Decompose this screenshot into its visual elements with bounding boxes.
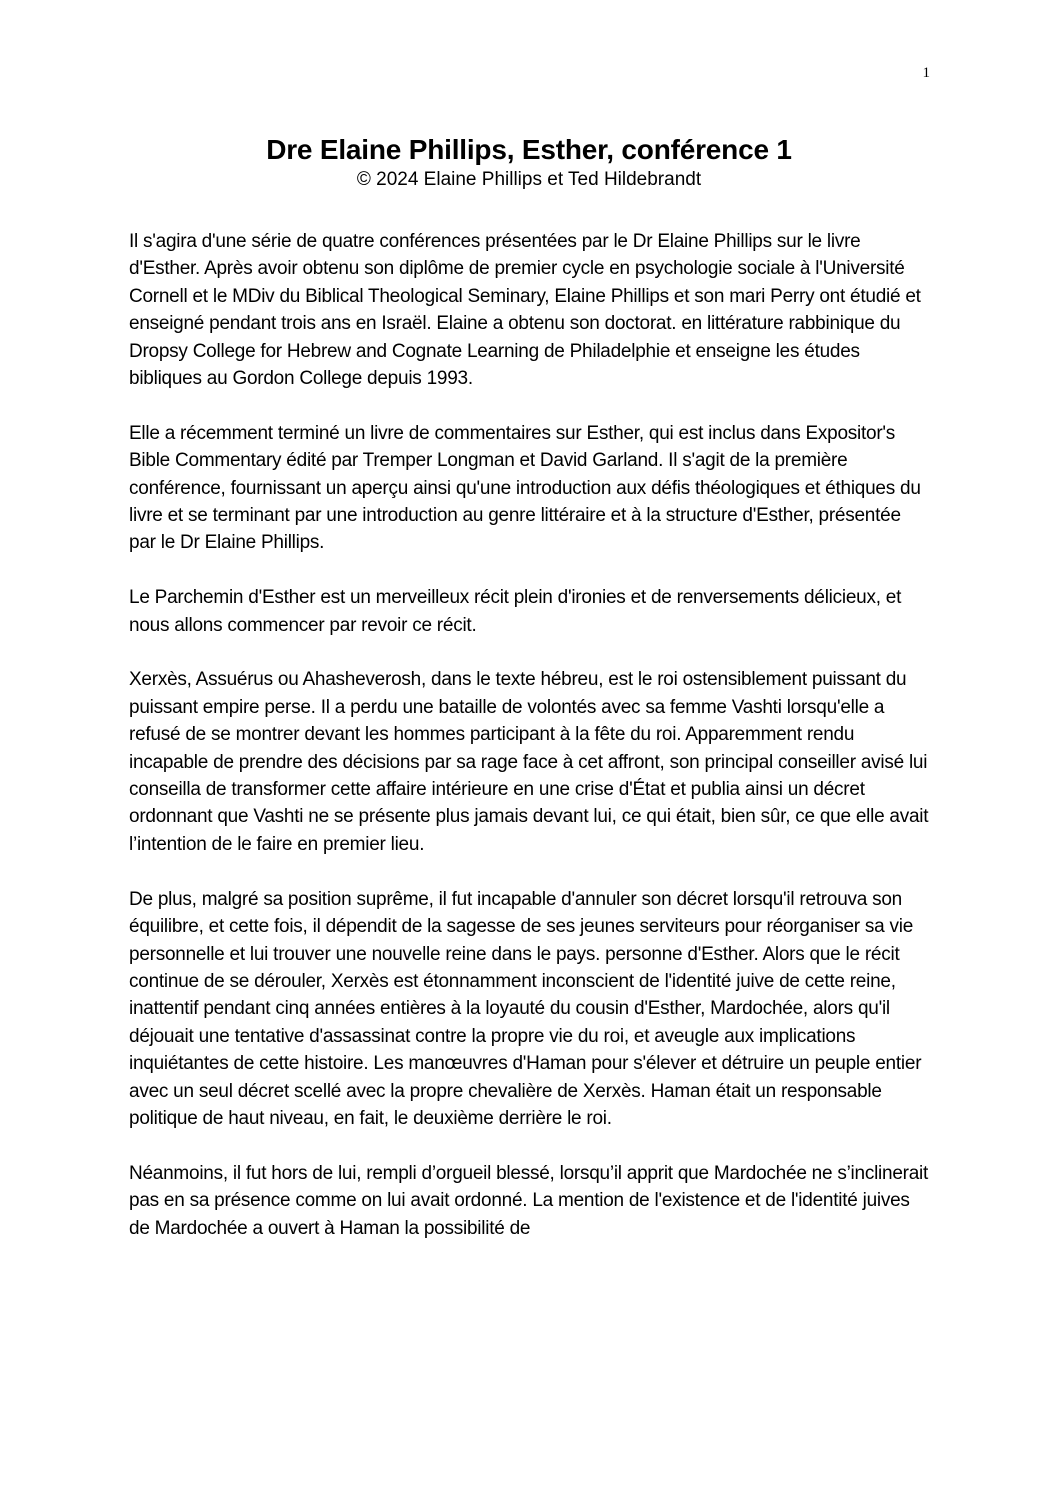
paragraph: Néanmoins, il fut hors de lui, rempli d’orgueil blessé, lorsqu’il apprit que Mardochée ne s’inclinerait pas en sa présence comme on lui avait ordonné. La mention de l'existence et de l'identité juives de Mardochée a ouvert à Haman la possibilité de — [129, 1162, 929, 1239]
paragraph: Il s'agira d'une série de quatre conférences présentées par le Dr Elaine Phillips sur le livre d'Esther. Après avoir obtenu son diplôme de premier cycle en psychologie sociale à l'Université Cornell et le MDiv du Biblical Theological Seminary, Elaine Phillips et son mari Perry ont étudié et enseigné pendant trois ans en Israël. Elaine a obtenu son doctorat. en littérature rabbinique du Dropsy College for Hebrew and Cognate Learning de Philadelphie et enseigne les études bibliques au Gordon College depuis 1993. — [129, 231, 921, 390]
copyright-line: © 2024 Elaine Phillips et Ted Hildebrandt — [356, 169, 702, 190]
paragraph: Le Parchemin d'Esther est un merveilleux récit plein d'ironies et de renversements délicieux, et nous allons commencer par revoir ce récit. — [129, 587, 902, 636]
paragraph: Xerxès, Assuérus ou Ahasheverosh, dans le texte hébreu, est le roi ostensiblement puissant du puissant empire perse. Il a perdu une bataille de volontés avec sa femme Vashti lorsqu'elle a refusé de se montrer devant les hommes participant à la fête du roi. Apparemment rendu incapable de prendre des décisions par sa rage face à cet affront, son principal conseiller avisé lui conseilla de transformer cette affaire intérieure en une crise d'État et publia ainsi un décret ordonnant que Vashti ne se présente plus jamais devant lui, ce qui était, bien sûr, ce que elle avait l’intention de le faire en premier lieu. — [129, 669, 929, 855]
paragraph: De plus, malgré sa position suprême, il fut incapable d'annuler son décret lorsqu'il retrouva son équilibre, et cette fois, il dépendit de la sagesse de ses jeunes serviteurs pour réorganiser sa vie personnelle et lui trouver une nouvelle reine dans le pays. personne d'Esther. Alors que le récit continue de se dérouler, Xerxès est étonnamment inconscient de l'identité juive de cette reine, inattentif pendant cinq années entières à la loyauté du cousin d'Esther, Mardochée, alors qu'il déjouait une tentative d'assassinat contre la propre vie du roi, et aveugle aux implications inquiétantes de cette histoire. Les manœuvres d'Haman pour s'élever et détruire un peuple entier avec un seul décret scellé avec la propre chevalière de Xerxès. Haman était un responsable politique de haut niveau, en fait, le deuxième derrière le roi. — [129, 888, 922, 1129]
page-title: Dre Elaine Phillips, Esther, conférence 1 — [266, 134, 792, 165]
paragraph: Elle a récemment terminé un livre de commentaires sur Esther, qui est inclus dans Expositor's Bible Commentary édité par Tremper Longman et David Garland. Il s'agit de la première conférence, fournissant un aperçu ainsi qu'une introduction aux défis théologiques et éthiques du livre et se terminant par une introduction au genre littéraire et à la structure d'Esther, présentée par le Dr Elaine Phillips. — [129, 422, 921, 554]
page-number: 1 — [922, 65, 930, 81]
document-body — [129, 228, 932, 1269]
